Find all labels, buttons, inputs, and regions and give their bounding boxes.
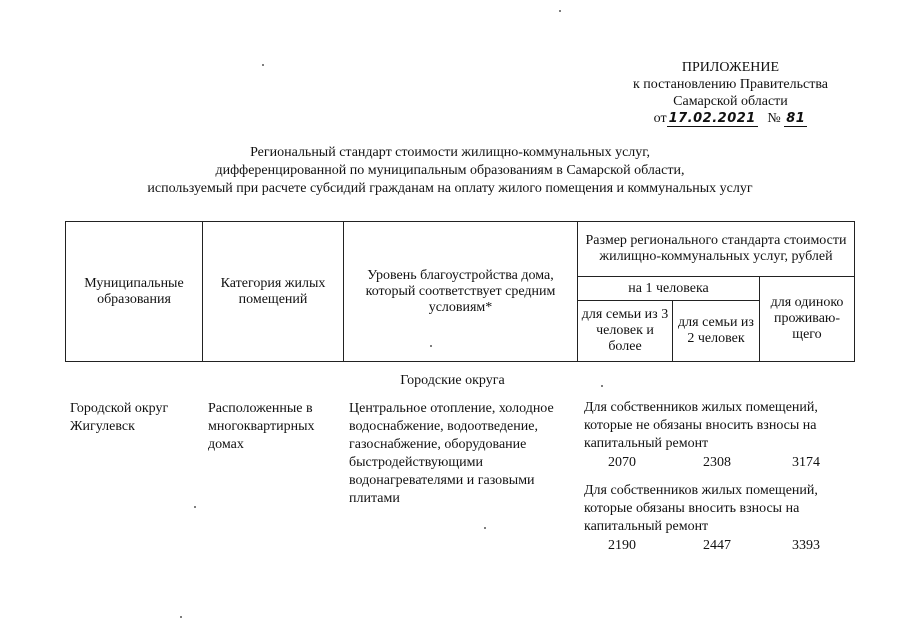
- appendix-line-region: Самарской области: [673, 94, 788, 109]
- scan-speck: [262, 64, 264, 66]
- scan-speck: [430, 345, 432, 347]
- header-family-3: для семьи из 3 человек и более: [578, 301, 673, 362]
- document-title: [100, 144, 800, 198]
- header-per-person: на 1 человека: [578, 277, 760, 301]
- scan-speck: [180, 616, 182, 618]
- scan-speck: [601, 385, 603, 387]
- section-label: Городские округа: [400, 373, 505, 388]
- header-municipality: Муниципальные образования: [66, 222, 203, 362]
- document-title-line-3: используемый при расчете субсидий гражданам на оплату жилого помещения и коммунальных услуг: [147, 181, 753, 196]
- cost-values-row: [584, 454, 849, 472]
- value-single: 3393: [792, 538, 820, 553]
- appendix-title: ПРИЛОЖЕНИЕ: [681, 60, 780, 75]
- handwritten-number: 81: [786, 111, 806, 126]
- value-family-2: 2308: [703, 455, 731, 470]
- header-level: Уровень благоустройства дома, который соответствует средним условиям*: [344, 222, 578, 362]
- cost-block-label: Для собственников жилых помещений, которые обязаны вносить взносы на капитальный ремонт: [584, 483, 818, 534]
- value-family-3: 2190: [608, 538, 636, 553]
- value-family-2: 2447: [703, 538, 731, 553]
- header-standard-size: Размер регионального стандарта стоимости жилищно-коммунальных услуг, рублей: [578, 222, 855, 277]
- cost-values-row: [584, 537, 849, 555]
- appendix-line-resolution: к постановлению Правительства: [632, 77, 828, 92]
- date-prefix: от: [653, 111, 667, 126]
- appendix-date-line: [654, 110, 808, 127]
- number-sign: №: [767, 111, 781, 126]
- scan-speck: [194, 506, 196, 508]
- cost-block-label: Для собственников жилых помещений, которые не обязаны вносить взносы на капитальный ремонт: [584, 400, 818, 451]
- standard-table-header: [65, 221, 855, 362]
- cost-block-no-capital-repair: [584, 399, 849, 472]
- header-family-2: для семьи из 2 человек: [673, 301, 760, 362]
- header-single: для одиноко проживаю-щего: [760, 277, 855, 362]
- row-municipality: Городской округ Жигулевск: [70, 401, 169, 434]
- scan-speck: [484, 527, 486, 529]
- row-level: Центральное отопление, холодное водоснабжение, водоотведение, газоснабжение, оборудование быстродействующими водонагревателями и газовыми плитами: [349, 401, 554, 506]
- scan-speck: [559, 10, 561, 12]
- appendix-block: [633, 59, 828, 127]
- handwritten-date: 17.02.2021: [668, 111, 756, 126]
- document-title-line-2: дифференцированной по муниципальным образованиям в Самарской области,: [215, 163, 685, 178]
- value-single: 3174: [792, 455, 820, 470]
- cost-block-with-capital-repair: [584, 482, 849, 555]
- value-family-3: 2070: [608, 455, 636, 470]
- document-title-line-1: Региональный стандарт стоимости жилищно-коммунальных услуг,: [250, 145, 650, 160]
- row-category: Расположенные в многоквартирных домах: [208, 401, 315, 452]
- header-category: Категория жилых помещений: [203, 222, 344, 362]
